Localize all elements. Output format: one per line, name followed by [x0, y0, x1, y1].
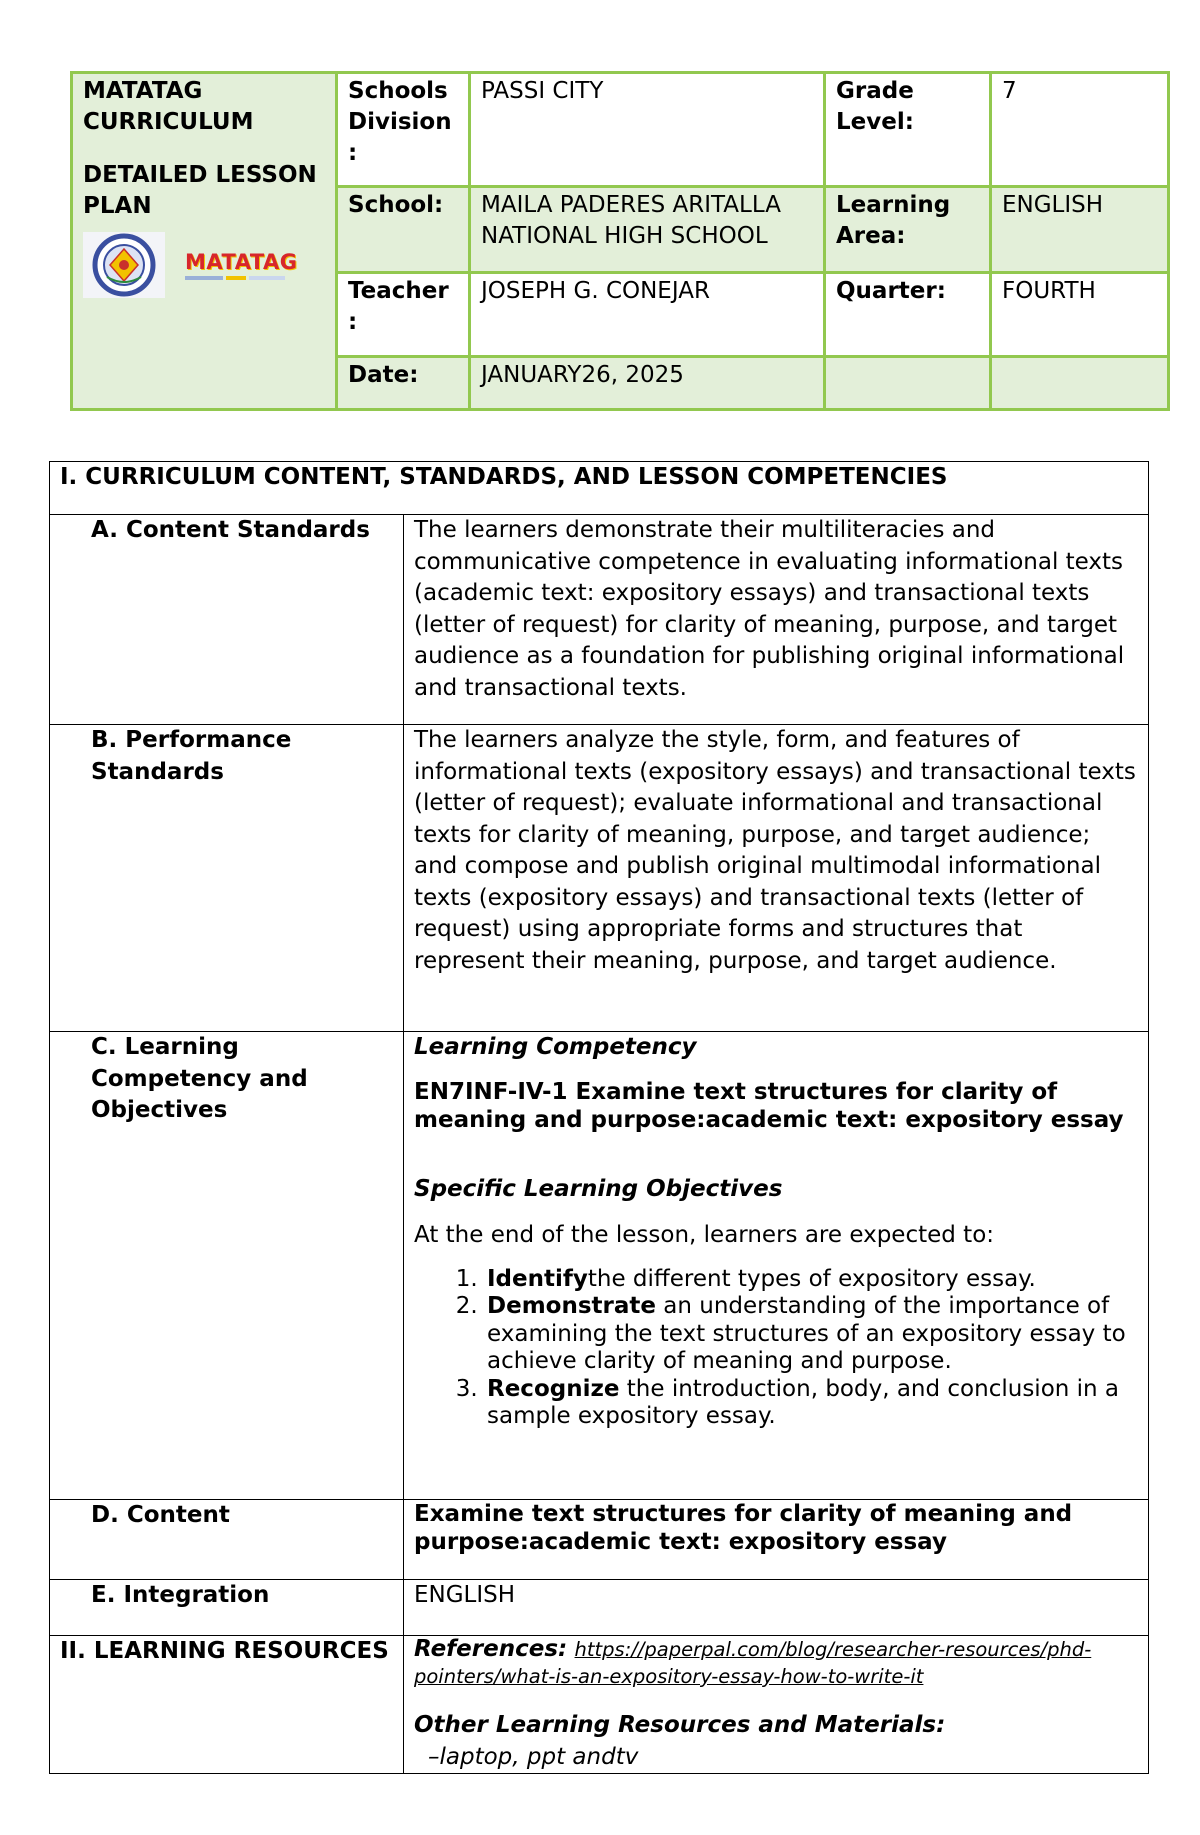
schools-division-label: Schools Division : — [337, 73, 470, 187]
objective-text: the introduction, body, and conclusion in a sample expository essay. — [487, 1375, 1120, 1429]
objective-verb: Identify — [487, 1265, 588, 1292]
schools-division-value: PASSI CITY — [470, 73, 825, 187]
matatag-logo — [185, 251, 298, 280]
references-link[interactable]: https://paperpal.com/blog/researcher-resources/phd-pointers/what-is-an-expository-essay-how-to-write-it — [414, 1638, 1092, 1688]
performance-standards-text: The learners analyze the style, form, and features of informational texts (expository essays) and transactional texts (letter of request); evaluate informational and transactional texts for clarity of meaning, purpose, and target audience; and compose and publish original multimodal informational texts (expository essays) and transactional texts (letter of request) using appropriate forms and structures that represent their meaning, purpose, and target audience. — [404, 725, 1149, 1032]
objective-verb: Demonstrate — [487, 1293, 656, 1319]
header-title-cell — [72, 73, 337, 410]
quarter-label: Quarter: — [825, 273, 991, 357]
learning-area-value: ENGLISH — [991, 187, 1169, 273]
section-2-heading: II. LEARNING RESOURCES — [50, 1636, 404, 1774]
grade-level-value: 7 — [991, 73, 1169, 187]
content-standards-text: The learners demonstrate their multiliteracies and communicative competence in evaluating informational texts (academic text: expository essays) and transactional texts (letter of request) for clarity of meaning, purpose, and target audience as a foundation for publishing original informational and transactional texts. — [404, 515, 1149, 725]
objective-item — [485, 1293, 1138, 1376]
teacher-label: Teacher : — [337, 273, 470, 357]
other-resources-label: Other Learning Resources and Materials: — [414, 1712, 946, 1738]
content-label: D. Content — [50, 1500, 404, 1580]
competency-label: C. Learning Competency and Objectives — [50, 1032, 404, 1500]
learning-area-label: Learning Area: — [825, 187, 991, 273]
logos-row — [83, 232, 325, 298]
deped-seal-icon — [83, 232, 165, 298]
competency-cell — [404, 1032, 1149, 1500]
content-standards-label: A. Content Standards — [50, 515, 404, 725]
objective-text: an understanding of the importance of examining the text structures of an expository essay to achieve clarity of meaning and purpose. — [487, 1293, 1126, 1374]
objective-verb: Recognize — [487, 1375, 620, 1402]
objective-item — [485, 1376, 1138, 1431]
other-resources-text: –laptop, ppt andtv — [428, 1743, 639, 1770]
objectives-heading: Specific Learning Objectives — [414, 1175, 783, 1202]
header-table — [70, 71, 1170, 411]
date-value: JANUARY26, 2025 — [470, 357, 825, 410]
section-1-heading: I. CURRICULUM CONTENT, STANDARDS, AND LESSON COMPETENCIES — [50, 462, 1149, 515]
content-text-value: Examine text structures for clarity of meaning and purpose:academic text: expository essay — [414, 1501, 1073, 1555]
lesson-table — [49, 461, 1149, 1774]
title-line-4: PLAN — [83, 193, 152, 219]
title-line-3: DETAILED LESSON — [83, 162, 317, 188]
grade-level-label: Grade Level: — [825, 73, 991, 187]
performance-standards-label: B. Performance Standards — [50, 725, 404, 1032]
matatag-logo-stripes — [185, 276, 285, 280]
objectives-intro: At the end of the lesson, learners are expected to: — [414, 1222, 995, 1248]
competency-heading: Learning Competency — [414, 1034, 697, 1060]
school-label: School: — [337, 187, 470, 273]
quarter-value: FOURTH — [991, 273, 1169, 357]
integration-text: ENGLISH — [404, 1580, 1149, 1636]
objective-item — [485, 1266, 1138, 1294]
content-text — [404, 1500, 1149, 1580]
school-value: MAILA PADERES ARITALLA NATIONAL HIGH SCHOOL — [470, 187, 825, 273]
objective-text: the different types of expository essay. — [587, 1265, 1036, 1292]
objectives-list — [414, 1266, 1138, 1431]
date-label: Date: — [337, 357, 470, 410]
empty-cell-1 — [825, 357, 991, 410]
competency-text: EN7INF-IV-1 Examine text structures for clarity of meaning and purpose:academic text: expository essay — [414, 1078, 1124, 1133]
title-line-2: CURRICULUM — [83, 109, 254, 135]
matatag-logo-text: MATATAG — [185, 249, 298, 274]
empty-cell-2 — [991, 357, 1169, 410]
integration-label: E. Integration — [50, 1580, 404, 1636]
resources-cell — [404, 1636, 1149, 1774]
title-line-1: MATATAG — [83, 78, 203, 104]
references-label: References: — [414, 1636, 568, 1662]
teacher-value: JOSEPH G. CONEJAR — [470, 273, 825, 357]
